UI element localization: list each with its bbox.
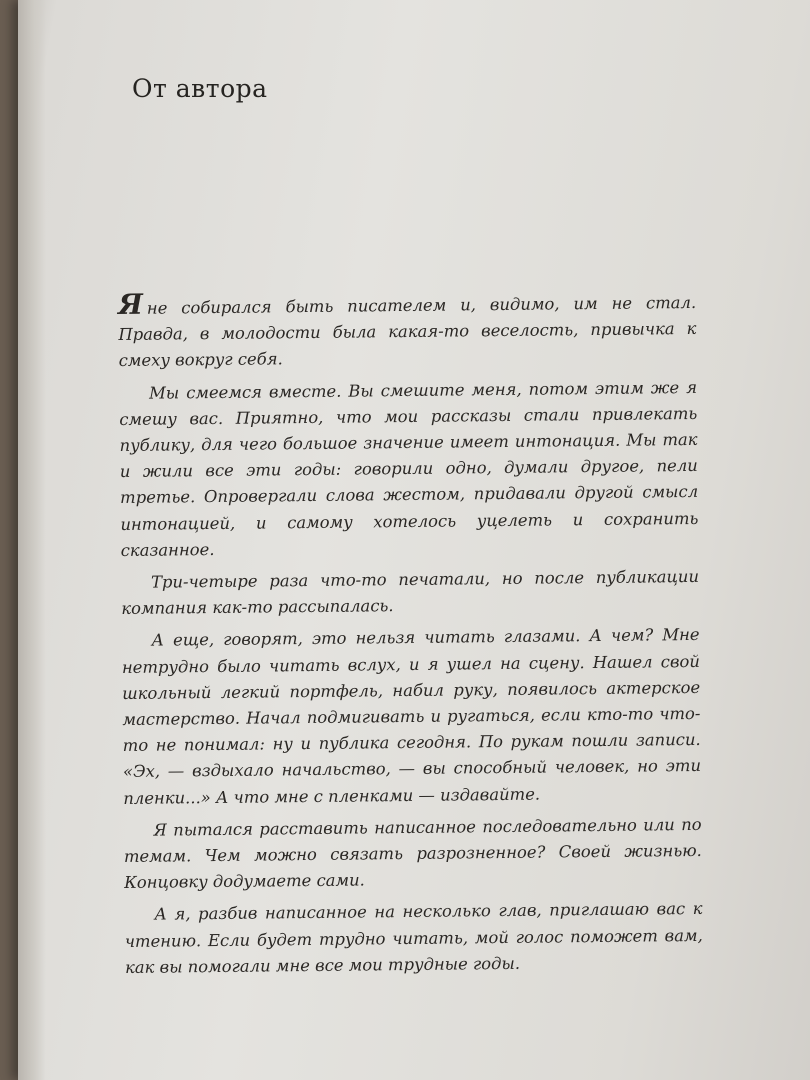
book-page [18, 0, 810, 1080]
paragraph-1 [118, 289, 697, 375]
paragraph-5: Я пытался расставить написанное последовательно или по темам. Чем можно связать разрозненное? Своей жизнью. Концовку додумаете сами. [123, 814, 702, 893]
page-gutter-shadow [18, 0, 46, 1080]
chapter-heading: От автора [132, 74, 268, 103]
paragraph-1-text: не собирался быть писателем и, видимо, им не стал. Правда, в молодости была какая-то веселость, привычка к смеху вокруг себя. [118, 292, 697, 371]
paragraph-2: Мы смеемся вместе. Вы смешите меня, потом этим же я смешу вас. Приятно, что мои рассказы стали привлекать публику, для чего большое значение имеет интонация. Мы так и жили все эти годы: говорили одно, думали другое, пели третье. Опровергали слова жестом, придавали другой смысл интонацией, и самому хотелось уцелеть и сохранить сказанное. [119, 377, 699, 560]
paragraph-4: А еще, говорят, это нельзя читать глазами. А чем? Мне нетрудно было читать вслух, и я ушел на сцену. Нашел свой школьный легкий портфель, набил руку, появилось актерское мастерство. Начал подмигивать и ругаться, если кто-то что-то не понимал: ну и публика сегодня. По рукам пошли записи. «Эх, — вздыхало начальство, — вы способный человек, но эти пленки...» А что мне с пленками — издавайте. [121, 625, 702, 808]
drop-cap: Я [117, 287, 143, 321]
paragraph-6: А я, разбив написанное на несколько глав, приглашаю вас к чтению. Если будет трудно читать, мой голос поможет вам, как вы помогали мне все мои трудные годы. [124, 899, 703, 977]
body-text [118, 289, 703, 987]
paragraph-3: Три-четыре раза что-то печатали, но после публикации компания как-то рассыпалась. [121, 566, 700, 619]
